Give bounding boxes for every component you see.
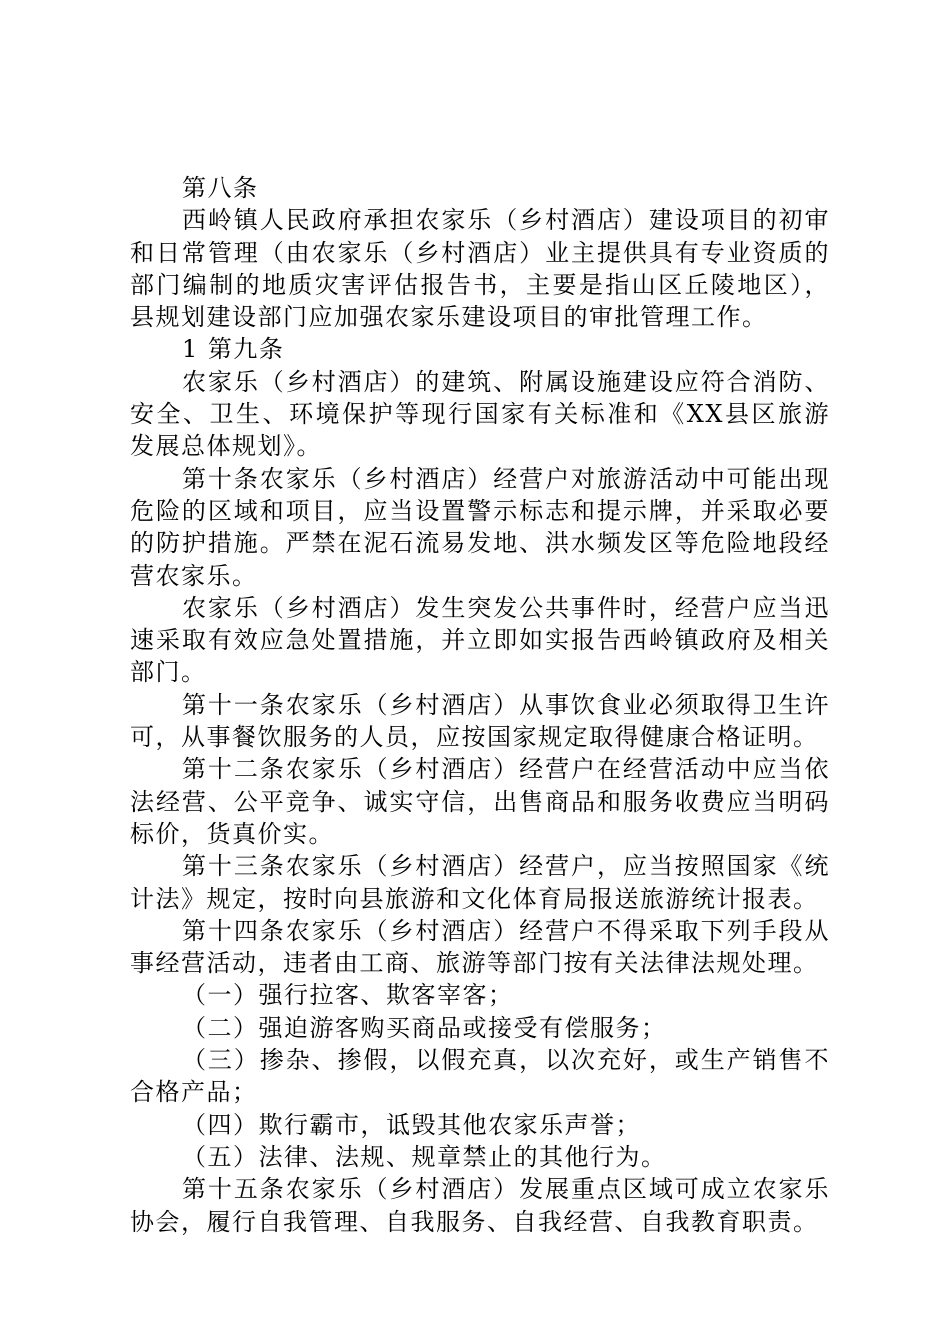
article-15-paragraph: 第十五条农家乐（乡村酒店）发展重点区域可成立农家乐协会，履行自我管理、自我服务、自我经营、自我教育职责。 <box>130 1175 830 1236</box>
article-9-paragraph: 农家乐（乡村酒店）的建筑、附属设施建设应符合消防、安全、卫生、环境保护等现行国家有关标准和《XX县区旅游发展总体规划》。 <box>130 367 830 461</box>
article-14-item-2: （二）强迫游客购买商品或接受有偿服务； <box>182 1013 667 1042</box>
article-14-item-4: （四）欺行霸市，诋毁其他农家乐声誉； <box>182 1110 641 1139</box>
article-10-emergency-paragraph: 农家乐（乡村酒店）发生突发公共事件时，经营户应当迅速采取有效应急处置措施，并立即如实报告西岭镇政府及相关部门。 <box>130 593 830 687</box>
article-14-item-5: （五）法律、法规、规章禁止的其他行为。 <box>182 1142 667 1171</box>
article-12-paragraph: 第十二条农家乐（乡村酒店）经营户在经营活动中应当依法经营、公平竞争、诚实守信，出售商品和服务收费应当明码标价，货真价实。 <box>130 755 830 848</box>
article-9-heading: 1 第九条 <box>182 335 285 364</box>
article-14-item-3: （三）掺杂、掺假，以假充真，以次充好，或生产销售不合格产品； <box>130 1046 830 1107</box>
article-13-paragraph: 第十三条农家乐（乡村酒店）经营户，应当按照国家《统计法》规定，按时向县旅游和文化体育局报送旅游统计报表。 <box>130 852 830 913</box>
article-14-paragraph: 第十四条农家乐（乡村酒店）经营户不得采取下列手段从事经营活动，违者由工商、旅游等部门按有关法律法规处理。 <box>130 916 830 978</box>
article-10-paragraph: 第十条农家乐（乡村酒店）经营户对旅游活动中可能出现危险的区域和项目，应当设置警示标志和提示牌，并采取必要的防护措施。严禁在泥石流易发地、洪水频发区等危险地段经营农家乐。 <box>130 464 830 590</box>
article-8-paragraph: 西岭镇人民政府承担农家乐（乡村酒店）建设项目的初审和日常管理（由农家乐（乡村酒店）业主提供具有专业资质的部门编制的地质灾害评估报告书，主要是指山区丘陵地区），县规划建设部门应加强农家乐建设项目的审批管理工作。 <box>130 206 830 332</box>
article-14-item-1: （一）强行拉客、欺客宰客； <box>182 981 514 1010</box>
document-body <box>130 172 830 1238</box>
article-11-paragraph: 第十一条农家乐（乡村酒店）从事饮食业必须取得卫生许可，从事餐饮服务的人员，应按国家规定取得健康合格证明。 <box>130 690 830 752</box>
article-8-heading: 第八条 <box>182 174 259 202</box>
